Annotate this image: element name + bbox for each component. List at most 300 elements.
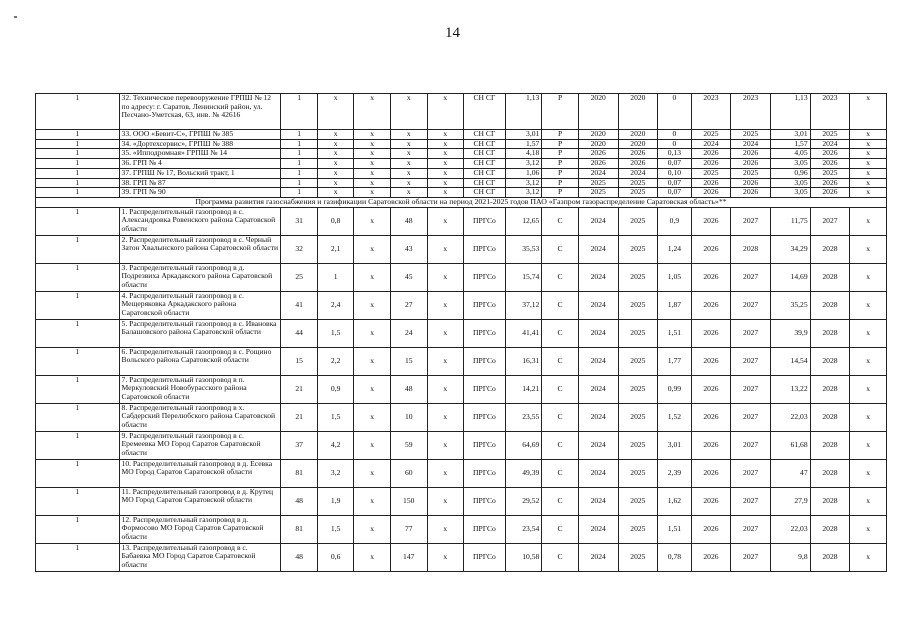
year-4-cell: 2028 xyxy=(731,235,771,263)
object-name-cell: 5. Распределительный газопровод в с. Ивановка Балашовского района Саратовской области xyxy=(119,319,281,347)
type-cell: С xyxy=(542,543,579,571)
year-end-cell: 2020 xyxy=(618,94,658,130)
col-5-cell: х xyxy=(427,487,464,515)
col-3-cell: х xyxy=(354,291,391,319)
remaining-cell: 11,75 xyxy=(770,207,810,235)
source-cell: СН СГ xyxy=(464,149,506,159)
year-5-cell: 2028 xyxy=(810,403,850,431)
col-2-cell: 3,2 xyxy=(317,459,354,487)
spent-cell: 0,9 xyxy=(658,207,691,235)
cost-cell: 37,12 xyxy=(505,291,542,319)
col-2-cell: 2,1 xyxy=(317,235,354,263)
col-2-cell: 2,2 xyxy=(317,347,354,375)
cost-cell: 64,69 xyxy=(505,431,542,459)
col-1-cell: 31 xyxy=(281,207,318,235)
source-cell: ПРГСо xyxy=(464,235,506,263)
col-3-cell: х xyxy=(354,188,391,198)
source-cell: ПРГСо xyxy=(464,347,506,375)
type-cell: С xyxy=(542,291,579,319)
spent-cell: 0,07 xyxy=(658,159,691,169)
year-3-cell: 2026 xyxy=(691,149,731,159)
idx-cell: 1 xyxy=(36,159,120,169)
col-4-cell: 48 xyxy=(390,207,427,235)
cost-cell: 29,52 xyxy=(505,487,542,515)
year-3-cell: 2026 xyxy=(691,319,731,347)
spent-cell: 1,77 xyxy=(658,347,691,375)
remaining-cell: 3,05 xyxy=(770,159,810,169)
type-cell: С xyxy=(542,319,579,347)
spent-cell: 0,07 xyxy=(658,178,691,188)
cost-cell: 23,54 xyxy=(505,515,542,543)
table-row xyxy=(36,291,887,319)
idx-cell: 1 xyxy=(36,375,120,403)
year-3-cell: 2026 xyxy=(691,207,731,235)
type-cell: Р xyxy=(542,168,579,178)
year-start-cell: 2025 xyxy=(578,188,618,198)
spent-cell: 1,62 xyxy=(658,487,691,515)
object-name-cell: 32. Техническое перевооружение ГРПШ № 12 по адресу: г. Саратов, Ленинский район, ул. Песчано-Уметская, 63, инв. № 42616 xyxy=(119,94,281,130)
cost-cell: 23,55 xyxy=(505,403,542,431)
year-start-cell: 2024 xyxy=(578,207,618,235)
col-3-cell: х xyxy=(354,168,391,178)
col-1-cell: 32 xyxy=(281,235,318,263)
remaining-cell: 47 xyxy=(770,459,810,487)
cost-cell: 15,74 xyxy=(505,263,542,291)
year-end-cell: 2025 xyxy=(618,403,658,431)
spent-cell: 0,10 xyxy=(658,168,691,178)
year-4-cell: 2026 xyxy=(731,159,771,169)
col-1-cell: 1 xyxy=(281,149,318,159)
idx-cell: 1 xyxy=(36,319,120,347)
col-3-cell: х xyxy=(354,94,391,130)
col-3-cell: х xyxy=(354,139,391,149)
table-row xyxy=(36,431,887,459)
type-cell: С xyxy=(542,263,579,291)
source-cell: СН СГ xyxy=(464,168,506,178)
last-cell: х xyxy=(850,263,887,291)
source-cell: ПРГСо xyxy=(464,319,506,347)
remaining-cell: 34,29 xyxy=(770,235,810,263)
last-cell: х xyxy=(850,459,887,487)
col-4-cell: 15 xyxy=(390,347,427,375)
object-name-cell: 10. Распределительный газопровод в д. Есевка МО Город Саратов Саратовской области xyxy=(119,459,281,487)
last-cell: х xyxy=(850,188,887,198)
type-cell: Р xyxy=(542,139,579,149)
table-body-program-header xyxy=(36,197,887,207)
year-5-cell: 2023 xyxy=(810,94,850,130)
spent-cell: 0,07 xyxy=(658,188,691,198)
col-4-cell: 45 xyxy=(390,263,427,291)
col-1-cell: 1 xyxy=(281,130,318,140)
object-name-cell: 1. Распределительный газопровод в с. Александровка Ровенского района Саратовской области xyxy=(119,207,281,235)
year-5-cell: 2028 xyxy=(810,347,850,375)
object-name-cell: 7. Распределительный газопровод в п. Меркуловский Новобурасского района Саратовской области xyxy=(119,375,281,403)
idx-cell: 1 xyxy=(36,263,120,291)
year-3-cell: 2026 xyxy=(691,431,731,459)
col-5-cell: х xyxy=(427,188,464,198)
year-3-cell: 2026 xyxy=(691,178,731,188)
remaining-cell: 1,57 xyxy=(770,139,810,149)
remaining-cell: 13,22 xyxy=(770,375,810,403)
program-header-row xyxy=(36,197,887,207)
year-4-cell: 2024 xyxy=(731,139,771,149)
idx-cell: 1 xyxy=(36,347,120,375)
spent-cell: 0 xyxy=(658,94,691,130)
cost-cell: 41,41 xyxy=(505,319,542,347)
year-start-cell: 2024 xyxy=(578,291,618,319)
year-end-cell: 2025 xyxy=(618,263,658,291)
col-1-cell: 41 xyxy=(281,291,318,319)
col-1-cell: 1 xyxy=(281,168,318,178)
year-start-cell: 2024 xyxy=(578,515,618,543)
table-row xyxy=(36,139,887,149)
year-4-cell: 2027 xyxy=(731,207,771,235)
year-3-cell: 2026 xyxy=(691,159,731,169)
remaining-cell: 61,68 xyxy=(770,431,810,459)
col-2-cell: х xyxy=(317,159,354,169)
year-end-cell: 2026 xyxy=(618,159,658,169)
year-5-cell: 2028 xyxy=(810,459,850,487)
col-1-cell: 21 xyxy=(281,403,318,431)
last-cell: х xyxy=(850,347,887,375)
year-5-cell: 2025 xyxy=(810,168,850,178)
table-row xyxy=(36,515,887,543)
year-5-cell: 2025 xyxy=(810,130,850,140)
idx-cell: 1 xyxy=(36,291,120,319)
year-4-cell: 2026 xyxy=(731,178,771,188)
last-cell: х xyxy=(850,168,887,178)
year-start-cell: 2024 xyxy=(578,487,618,515)
year-5-cell: 2028 xyxy=(810,515,850,543)
year-5-cell: 2026 xyxy=(810,188,850,198)
year-end-cell: 2025 xyxy=(618,319,658,347)
table-row xyxy=(36,263,887,291)
col-2-cell: 0,9 xyxy=(317,375,354,403)
last-cell: х xyxy=(850,178,887,188)
source-cell: ПРГСо xyxy=(464,487,506,515)
last-cell: х xyxy=(850,403,887,431)
year-4-cell: 2027 xyxy=(731,431,771,459)
col-3-cell: х xyxy=(354,178,391,188)
col-1-cell: 81 xyxy=(281,459,318,487)
col-5-cell: х xyxy=(427,375,464,403)
year-end-cell: 2025 xyxy=(618,459,658,487)
year-end-cell: 2025 xyxy=(618,178,658,188)
year-start-cell: 2026 xyxy=(578,149,618,159)
spent-cell: 1,51 xyxy=(658,319,691,347)
year-3-cell: 2026 xyxy=(691,487,731,515)
year-end-cell: 2025 xyxy=(618,347,658,375)
col-1-cell: 37 xyxy=(281,431,318,459)
document-table-area xyxy=(35,93,887,572)
year-4-cell: 2027 xyxy=(731,403,771,431)
cost-cell: 14,21 xyxy=(505,375,542,403)
year-3-cell: 2025 xyxy=(691,130,731,140)
cost-cell: 16,31 xyxy=(505,347,542,375)
source-cell: ПРГСо xyxy=(464,375,506,403)
table-row xyxy=(36,319,887,347)
cost-cell: 10,58 xyxy=(505,543,542,571)
year-4-cell: 2027 xyxy=(731,543,771,571)
year-end-cell: 2025 xyxy=(618,515,658,543)
col-5-cell: х xyxy=(427,159,464,169)
type-cell: Р xyxy=(542,178,579,188)
object-name-cell: 6. Распределительный газопровод в с. Рощино Вольского района Саратовской области xyxy=(119,347,281,375)
col-3-cell: х xyxy=(354,149,391,159)
cost-cell: 12,65 xyxy=(505,207,542,235)
col-4-cell: 27 xyxy=(390,291,427,319)
last-cell: х xyxy=(850,235,887,263)
program-header-cell: Программа развития газоснабжения и газификации Саратовской области на период 2021-2025 годов ПАО «Газпром газораспределение Саратовская область»** xyxy=(36,197,887,207)
col-3-cell: х xyxy=(354,130,391,140)
year-4-cell: 2027 xyxy=(731,375,771,403)
object-name-cell: 38. ГРП № 87 xyxy=(119,178,281,188)
cost-cell: 1,06 xyxy=(505,168,542,178)
year-3-cell: 2026 xyxy=(691,188,731,198)
col-3-cell: х xyxy=(354,207,391,235)
year-5-cell: 2028 xyxy=(810,375,850,403)
col-1-cell: 81 xyxy=(281,515,318,543)
col-4-cell: 77 xyxy=(390,515,427,543)
last-cell: х xyxy=(850,149,887,159)
col-2-cell: 1,5 xyxy=(317,515,354,543)
year-5-cell: 2024 xyxy=(810,139,850,149)
cost-cell: 3,12 xyxy=(505,178,542,188)
col-4-cell: 48 xyxy=(390,375,427,403)
col-2-cell: 0,8 xyxy=(317,207,354,235)
remaining-cell: 39,9 xyxy=(770,319,810,347)
col-4-cell: 24 xyxy=(390,319,427,347)
object-name-cell: 12. Распределительный газопровод в д. Формосово МО Город Саратов Саратовской области xyxy=(119,515,281,543)
idx-cell: 1 xyxy=(36,431,120,459)
col-1-cell: 1 xyxy=(281,159,318,169)
remaining-cell: 14,54 xyxy=(770,347,810,375)
spent-cell: 2,39 xyxy=(658,459,691,487)
year-start-cell: 2020 xyxy=(578,130,618,140)
col-4-cell: 60 xyxy=(390,459,427,487)
source-cell: ПРГСо xyxy=(464,207,506,235)
col-4-cell: х xyxy=(390,168,427,178)
type-cell: Р xyxy=(542,188,579,198)
table-row xyxy=(36,94,887,130)
spent-cell: 0,99 xyxy=(658,375,691,403)
col-2-cell: 1,5 xyxy=(317,319,354,347)
year-end-cell: 2024 xyxy=(618,168,658,178)
col-5-cell: х xyxy=(427,291,464,319)
col-5-cell: х xyxy=(427,235,464,263)
scan-mark xyxy=(14,16,17,18)
remaining-cell: 35,25 xyxy=(770,291,810,319)
last-cell: х xyxy=(850,207,887,235)
idx-cell: 1 xyxy=(36,207,120,235)
col-1-cell: 1 xyxy=(281,94,318,130)
idx-cell: 1 xyxy=(36,543,120,571)
col-3-cell: х xyxy=(354,403,391,431)
col-1-cell: 48 xyxy=(281,487,318,515)
col-1-cell: 44 xyxy=(281,319,318,347)
idx-cell: 1 xyxy=(36,459,120,487)
col-4-cell: 150 xyxy=(390,487,427,515)
spent-cell: 0 xyxy=(658,130,691,140)
col-3-cell: х xyxy=(354,235,391,263)
year-5-cell: 2028 xyxy=(810,431,850,459)
col-1-cell: 21 xyxy=(281,375,318,403)
type-cell: С xyxy=(542,375,579,403)
col-2-cell: х xyxy=(317,168,354,178)
col-2-cell: 1,5 xyxy=(317,403,354,431)
last-cell: х xyxy=(850,375,887,403)
type-cell: С xyxy=(542,515,579,543)
spent-cell: 1,87 xyxy=(658,291,691,319)
col-1-cell: 25 xyxy=(281,263,318,291)
year-start-cell: 2024 xyxy=(578,347,618,375)
source-cell: СН СГ xyxy=(464,94,506,130)
year-end-cell: 2025 xyxy=(618,431,658,459)
type-cell: С xyxy=(542,459,579,487)
table-row xyxy=(36,403,887,431)
source-cell: СН СГ xyxy=(464,188,506,198)
type-cell: С xyxy=(542,431,579,459)
source-cell: ПРГСо xyxy=(464,459,506,487)
year-end-cell: 2025 xyxy=(618,291,658,319)
remaining-cell: 14,69 xyxy=(770,263,810,291)
object-name-cell: 11. Распределительный газопровод в д. Крутец МО Город Саратов Саратовской области xyxy=(119,487,281,515)
year-4-cell: 2027 xyxy=(731,459,771,487)
source-cell: ПРГСо xyxy=(464,543,506,571)
table-row xyxy=(36,168,887,178)
last-cell: х xyxy=(850,487,887,515)
col-3-cell: х xyxy=(354,459,391,487)
col-4-cell: х xyxy=(390,139,427,149)
object-name-cell: 37. ГРПШ № 17, Вольский тракт, 1 xyxy=(119,168,281,178)
table-row xyxy=(36,149,887,159)
table-row xyxy=(36,207,887,235)
year-3-cell: 2026 xyxy=(691,459,731,487)
year-start-cell: 2024 xyxy=(578,459,618,487)
year-3-cell: 2026 xyxy=(691,375,731,403)
year-5-cell: 2026 xyxy=(810,159,850,169)
col-2-cell: 4,2 xyxy=(317,431,354,459)
year-5-cell: 2028 xyxy=(810,319,850,347)
remaining-cell: 1,13 xyxy=(770,94,810,130)
year-4-cell: 2023 xyxy=(731,94,771,130)
year-5-cell: 2028 xyxy=(810,235,850,263)
col-2-cell: х xyxy=(317,178,354,188)
cost-cell: 3,01 xyxy=(505,130,542,140)
year-4-cell: 2025 xyxy=(731,168,771,178)
col-1-cell: 15 xyxy=(281,347,318,375)
cost-cell: 49,39 xyxy=(505,459,542,487)
year-start-cell: 2020 xyxy=(578,139,618,149)
col-5-cell: х xyxy=(427,168,464,178)
col-5-cell: х xyxy=(427,130,464,140)
spent-cell: 1,05 xyxy=(658,263,691,291)
col-4-cell: 147 xyxy=(390,543,427,571)
spent-cell: 0 xyxy=(658,139,691,149)
year-end-cell: 2020 xyxy=(618,139,658,149)
spent-cell: 1,51 xyxy=(658,515,691,543)
idx-cell: 1 xyxy=(36,139,120,149)
col-2-cell: 1,9 xyxy=(317,487,354,515)
year-start-cell: 2020 xyxy=(578,94,618,130)
year-3-cell: 2023 xyxy=(691,94,731,130)
idx-cell: 1 xyxy=(36,235,120,263)
col-2-cell: х xyxy=(317,139,354,149)
year-4-cell: 2027 xyxy=(731,263,771,291)
type-cell: С xyxy=(542,235,579,263)
col-4-cell: х xyxy=(390,149,427,159)
gasification-table xyxy=(35,93,887,572)
year-start-cell: 2024 xyxy=(578,403,618,431)
year-3-cell: 2026 xyxy=(691,235,731,263)
col-3-cell: х xyxy=(354,543,391,571)
cost-cell: 3,12 xyxy=(505,159,542,169)
col-2-cell: х xyxy=(317,94,354,130)
last-cell: х xyxy=(850,543,887,571)
year-3-cell: 2026 xyxy=(691,515,731,543)
col-5-cell: х xyxy=(427,139,464,149)
year-start-cell: 2024 xyxy=(578,263,618,291)
source-cell: ПРГСо xyxy=(464,403,506,431)
col-3-cell: х xyxy=(354,375,391,403)
col-5-cell: х xyxy=(427,207,464,235)
year-5-cell: 2028 xyxy=(810,487,850,515)
idx-cell: 1 xyxy=(36,487,120,515)
col-4-cell: х xyxy=(390,159,427,169)
col-5-cell: х xyxy=(427,431,464,459)
type-cell: Р xyxy=(542,130,579,140)
object-name-cell: 34. «Дортехсервис», ГРПШ № 388 xyxy=(119,139,281,149)
year-5-cell: 2028 xyxy=(810,543,850,571)
table-row xyxy=(36,459,887,487)
table-row xyxy=(36,159,887,169)
year-3-cell: 2026 xyxy=(691,347,731,375)
table-row xyxy=(36,347,887,375)
source-cell: ПРГСо xyxy=(464,263,506,291)
source-cell: ПРГСо xyxy=(464,515,506,543)
year-start-cell: 2024 xyxy=(578,235,618,263)
year-4-cell: 2025 xyxy=(731,130,771,140)
year-start-cell: 2024 xyxy=(578,319,618,347)
idx-cell: 1 xyxy=(36,403,120,431)
type-cell: Р xyxy=(542,149,579,159)
object-name-cell: 4. Распределительный газопровод в с. Мещеряковка Аркадакского района Саратовской области xyxy=(119,291,281,319)
table-row xyxy=(36,178,887,188)
remaining-cell: 3,05 xyxy=(770,178,810,188)
idx-cell: 1 xyxy=(36,94,120,130)
year-3-cell: 2026 xyxy=(691,543,731,571)
type-cell: С xyxy=(542,347,579,375)
table-row xyxy=(36,375,887,403)
col-3-cell: х xyxy=(354,487,391,515)
year-4-cell: 2027 xyxy=(731,515,771,543)
col-5-cell: х xyxy=(427,403,464,431)
col-1-cell: 1 xyxy=(281,178,318,188)
idx-cell: 1 xyxy=(36,515,120,543)
object-name-cell: 35. «Ипподромная» ГРПШ № 14 xyxy=(119,149,281,159)
spent-cell: 0,78 xyxy=(658,543,691,571)
cost-cell: 1,57 xyxy=(505,139,542,149)
remaining-cell: 0,96 xyxy=(770,168,810,178)
cost-cell: 4,18 xyxy=(505,149,542,159)
last-cell: х xyxy=(850,515,887,543)
col-4-cell: х xyxy=(390,130,427,140)
year-start-cell: 2025 xyxy=(578,178,618,188)
spent-cell: 0,13 xyxy=(658,149,691,159)
last-cell: х xyxy=(850,139,887,149)
remaining-cell: 9,8 xyxy=(770,543,810,571)
col-1-cell: 1 xyxy=(281,188,318,198)
